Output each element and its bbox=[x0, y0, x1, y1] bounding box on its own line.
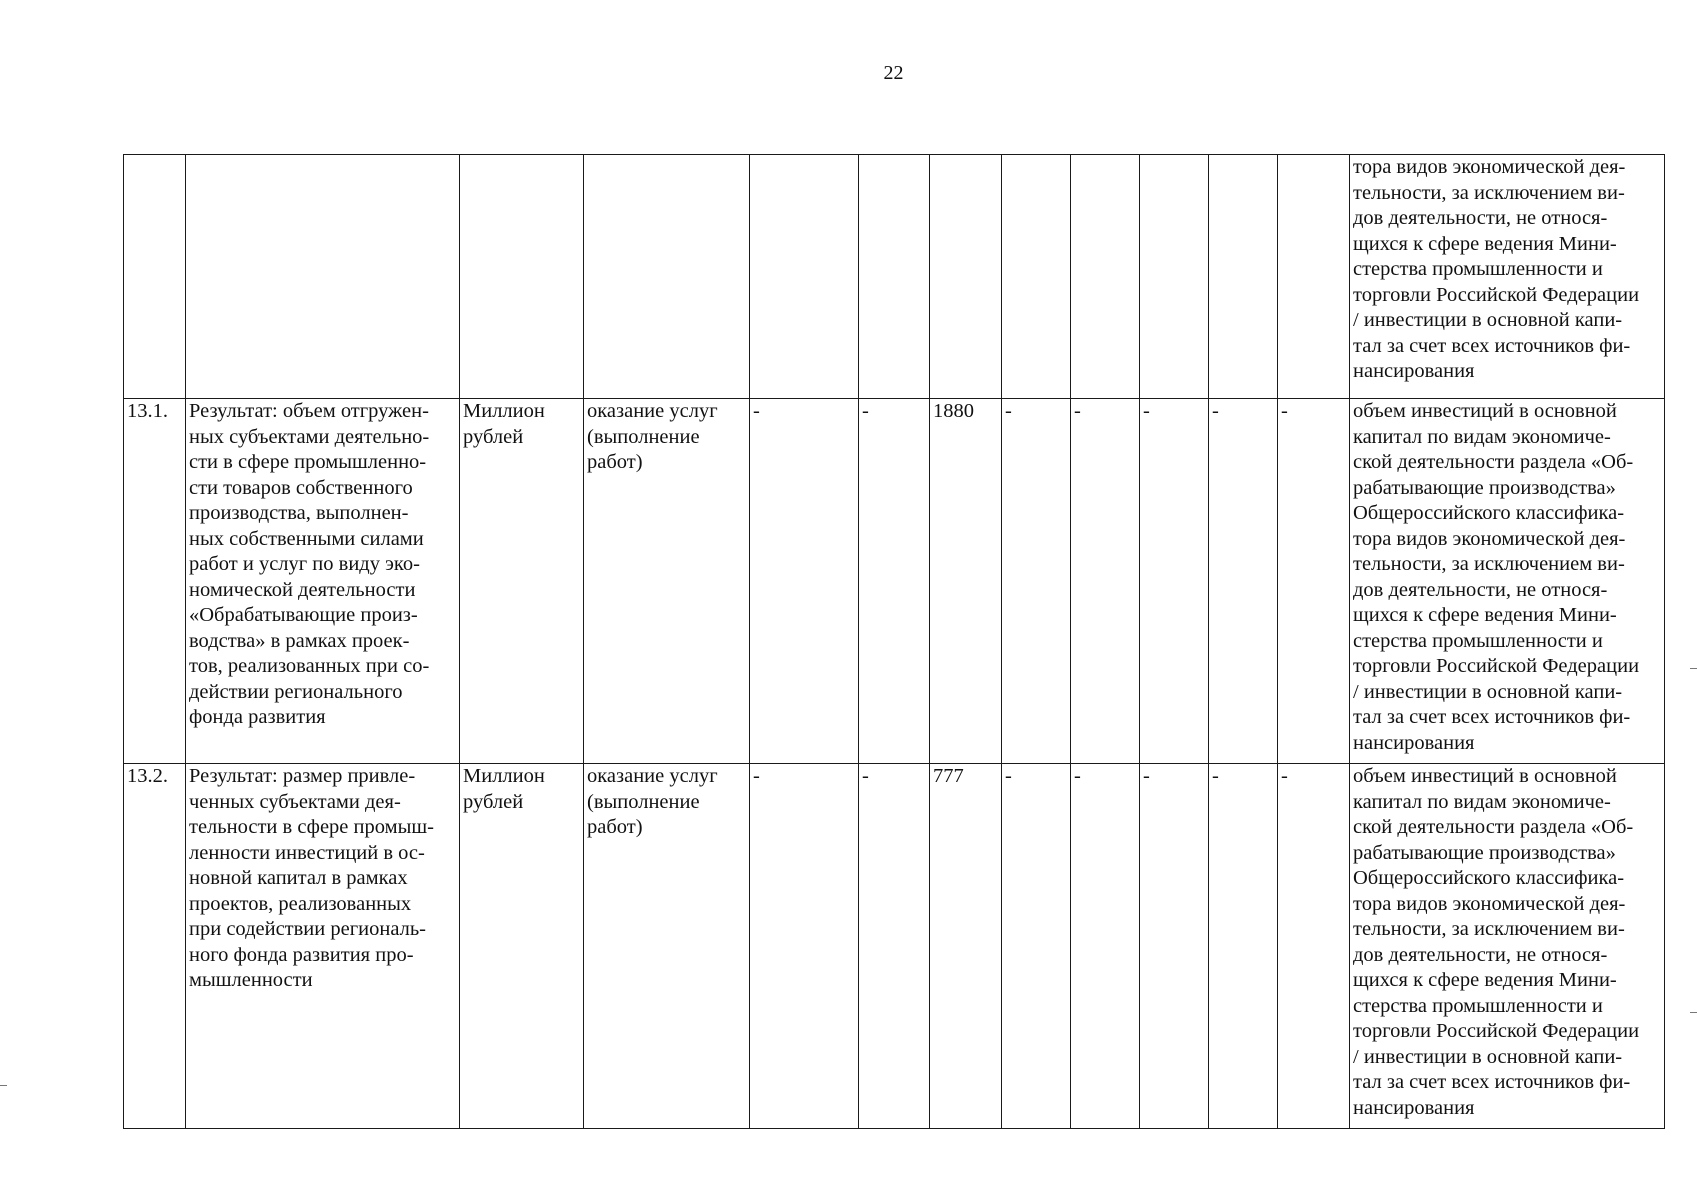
value-cell: - bbox=[1209, 399, 1278, 764]
indicator-cell: объем инвестиций в основной капитал по видам экономиче- ской деятельности раздела «Об- рабатывающие производства» Общероссийского классифика- тора видов экономической дея- тельности, за исключением ви- дов деятельности, не относя- щихся к сфере ведения Мини- стерства промышленности и торговли Российской Федерации / инвестиции в основной капи- тал за счет всех источников фи- нансирования bbox=[1350, 399, 1665, 764]
scan-edge-mark bbox=[0, 1085, 7, 1086]
page-number: 22 bbox=[883, 62, 904, 84]
result-name-cell bbox=[186, 155, 460, 399]
result-type-cell: оказание услуг (выполнение работ) bbox=[584, 764, 750, 1129]
table-row bbox=[124, 155, 1665, 399]
row-number-cell: 13.1. bbox=[124, 399, 186, 764]
table-row bbox=[124, 399, 1665, 764]
value-cell: - bbox=[1071, 764, 1140, 1129]
value-cell: - bbox=[1278, 764, 1350, 1129]
scan-edge-mark bbox=[1690, 668, 1697, 669]
value-cell: - bbox=[1140, 399, 1209, 764]
value-cell bbox=[1278, 155, 1350, 399]
unit-cell bbox=[460, 155, 584, 399]
value-cell: 777 bbox=[930, 764, 1002, 1129]
value-cell bbox=[1071, 155, 1140, 399]
indicator-cell: объем инвестиций в основной капитал по видам экономиче- ской деятельности раздела «Об- рабатывающие производства» Общероссийского классифика- тора видов экономической дея- тельности, за исключением ви- дов деятельности, не относя- щихся к сфере ведения Мини- стерства промышленности и торговли Российской Федерации / инвестиции в основной капи- тал за счет всех источников фи- нансирования bbox=[1350, 764, 1665, 1129]
table-row bbox=[124, 764, 1665, 1129]
value-cell: - bbox=[1002, 764, 1071, 1129]
row-number-cell bbox=[124, 155, 186, 399]
value-cell: - bbox=[859, 764, 930, 1129]
value-cell: - bbox=[1140, 764, 1209, 1129]
scan-edge-mark bbox=[1690, 1012, 1697, 1013]
unit-cell: Миллион рублей bbox=[460, 764, 584, 1129]
value-cell: - bbox=[1209, 764, 1278, 1129]
value-cell bbox=[1209, 155, 1278, 399]
value-cell bbox=[859, 155, 930, 399]
value-cell: - bbox=[750, 399, 859, 764]
value-cell bbox=[1002, 155, 1071, 399]
row-number-cell: 13.2. bbox=[124, 764, 186, 1129]
indicator-cell: тора видов экономической дея- тельности, за исключением ви- дов деятельности, не относя- щихся к сфере ведения Мини- стерства промышленности и торговли Российской Федерации / инвестиции в основной капи- тал за счет всех источников фи- нансирования bbox=[1350, 155, 1665, 399]
result-name-cell: Результат: размер привле- ченных субъектами дея- тельности в сфере промыш- ленности инвестиций в ос- новной капитал в рамках проектов, реализованных при содействии региональ- ного фонда развития про- мышленности bbox=[186, 764, 460, 1129]
value-cell: - bbox=[1071, 399, 1140, 764]
value-cell: - bbox=[1002, 399, 1071, 764]
result-name-cell: Результат: объем отгружен- ных субъектами деятельно- сти в сфере промышленно- сти товаров собственного производства, выполнен- ных собственными силами работ и услуг по виду эко- номической деятельности «Обрабатывающие произ- водства» в рамках проек- тов, реализованных при со- действии регионального фонда развития bbox=[186, 399, 460, 764]
unit-cell: Миллион рублей bbox=[460, 399, 584, 764]
value-cell: - bbox=[859, 399, 930, 764]
result-type-cell: оказание услуг (выполнение работ) bbox=[584, 399, 750, 764]
results-table bbox=[123, 154, 1665, 1129]
result-type-cell bbox=[584, 155, 750, 399]
value-cell: - bbox=[750, 764, 859, 1129]
value-cell bbox=[930, 155, 1002, 399]
value-cell bbox=[750, 155, 859, 399]
value-cell: - bbox=[1278, 399, 1350, 764]
value-cell bbox=[1140, 155, 1209, 399]
value-cell: 1880 bbox=[930, 399, 1002, 764]
